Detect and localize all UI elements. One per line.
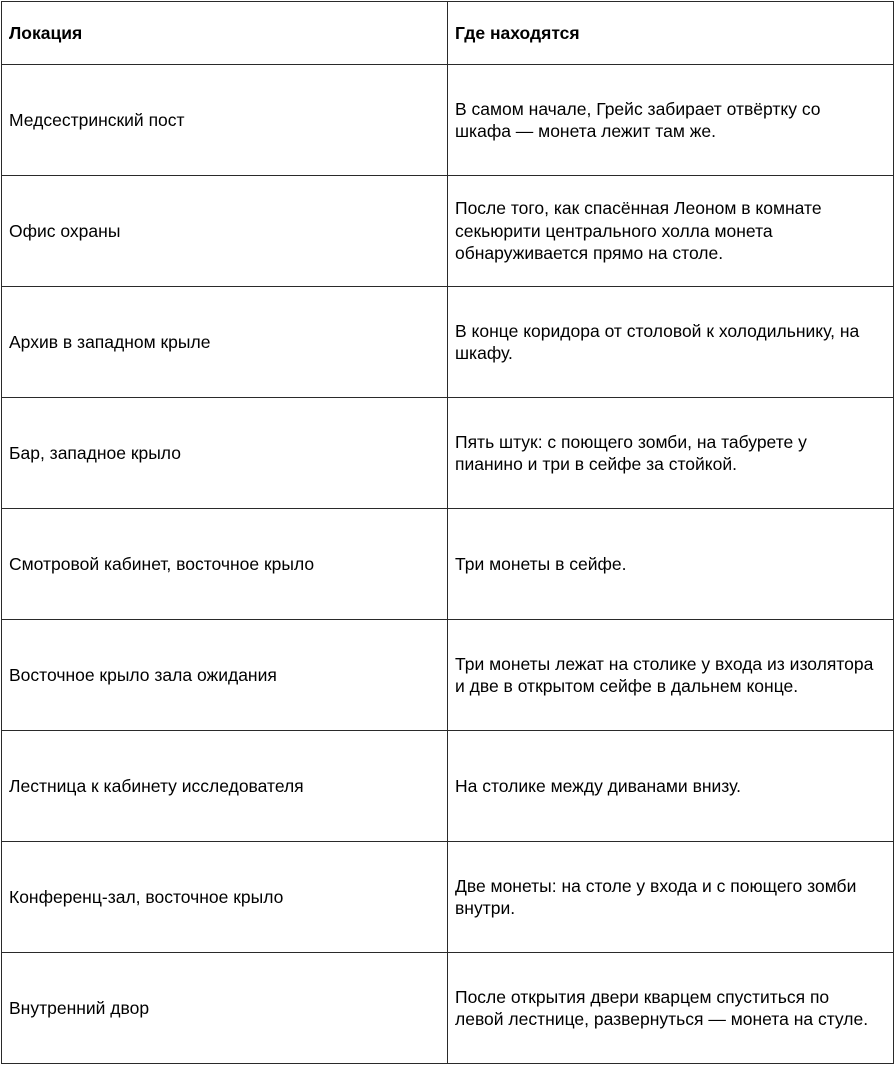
location-cell: Бар, западное крыло	[2, 398, 448, 509]
where-cell: На столике между диванами внизу.	[448, 731, 894, 842]
table-header-row	[2, 2, 894, 65]
where-cell: В самом начале, Грейс забирает отвёртку со шкафа — монета лежит там же.	[448, 65, 894, 176]
column-header-location: Локация	[2, 2, 448, 65]
table-row	[2, 953, 894, 1064]
where-cell: Две монеты: на столе у входа и с поющего зомби внутри.	[448, 842, 894, 953]
table-row	[2, 509, 894, 620]
location-cell: Архив в западном крыле	[2, 287, 448, 398]
coin-locations-table	[1, 1, 894, 1064]
table-row	[2, 620, 894, 731]
where-cell: Пять штук: с поющего зомби, на табурете у пианино и три в сейфе за стойкой.	[448, 398, 894, 509]
coin-locations-table-container	[1, 1, 893, 1064]
where-cell: После открытия двери кварцем спуститься по левой лестнице, развернуться — монета на стуле.	[448, 953, 894, 1064]
location-cell: Смотровой кабинет, восточное крыло	[2, 509, 448, 620]
table-row	[2, 65, 894, 176]
where-cell: В конце коридора от столовой к холодильнику, на шкафу.	[448, 287, 894, 398]
table-row	[2, 398, 894, 509]
where-cell: Три монеты в сейфе.	[448, 509, 894, 620]
table-row	[2, 287, 894, 398]
location-cell: Медсестринский пост	[2, 65, 448, 176]
location-cell: Внутренний двор	[2, 953, 448, 1064]
column-header-where: Где находятся	[448, 2, 894, 65]
location-cell: Восточное крыло зала ожидания	[2, 620, 448, 731]
where-cell: Три монеты лежат на столике у входа из изолятора и две в открытом сейфе в дальнем конце.	[448, 620, 894, 731]
location-cell: Офис охраны	[2, 176, 448, 287]
table-row	[2, 731, 894, 842]
location-cell: Конференц-зал, восточное крыло	[2, 842, 448, 953]
where-cell: После того, как спасённая Леоном в комнате секьюрити центрального холла монета обнаруживается прямо на столе.	[448, 176, 894, 287]
table-row	[2, 842, 894, 953]
location-cell: Лестница к кабинету исследователя	[2, 731, 448, 842]
table-row	[2, 176, 894, 287]
